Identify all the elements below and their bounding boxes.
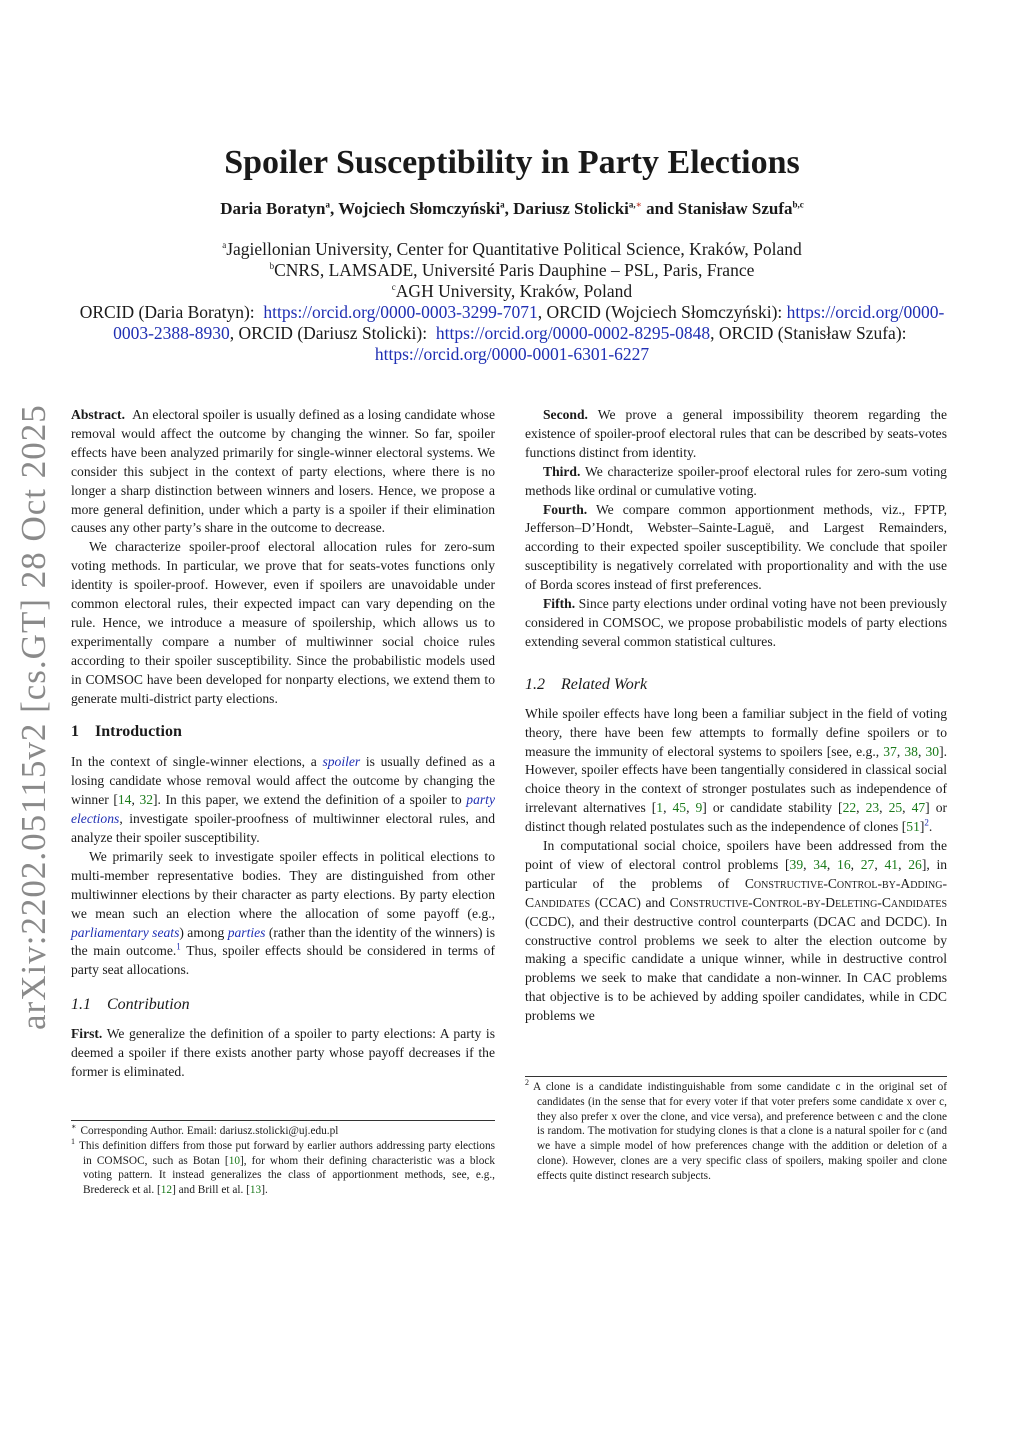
section-number: 1 bbox=[71, 722, 79, 740]
affil-mark: b bbox=[269, 261, 275, 272]
citation-link[interactable]: 14 bbox=[117, 792, 132, 808]
citation-link[interactable]: 22 bbox=[842, 800, 857, 816]
author-affil-mark-a: a, bbox=[628, 199, 636, 210]
affil-text: CNRS, LAMSADE, Université Paris Dauphine – PSL, Paris, France bbox=[274, 260, 755, 280]
run-in-label: Third. bbox=[543, 463, 581, 479]
body-paragraph: Third. We characterize spoiler-proof electoral rules for zero-sum voting methods like ordinal or cumulative voting. bbox=[525, 463, 947, 498]
term-link[interactable]: party elections bbox=[71, 792, 495, 827]
abstract-label: Abstract. bbox=[71, 407, 125, 422]
abstract-text: An electoral spoiler is usually defined as a losing candidate whose removal would affect the outcome by changing the winner. So far, spoiler effects have been analyzed primarily for single-winner electoral systems. We consider this subject in the context of party elections, where there is no longer a sharp distinction between winners and losers. Hence, we propose a more general definition, under which a party is a spoiler if their elimination causes any other party’s share in the outcome to decrease. bbox=[71, 407, 495, 536]
orcid-label: ORCID (Daria Boratyn): bbox=[79, 302, 255, 322]
term-link[interactable]: parliamentary seats bbox=[71, 924, 180, 940]
footnote-rule bbox=[71, 1120, 495, 1121]
citation-link[interactable]: 12 bbox=[160, 1184, 173, 1197]
author-list: Daria Boratyn$^a$, Wojciech Słomczyński$^a$, Dariusz Stolicki$^{a,∗}$ and Stanisław Szufa$^{b,c}$ bbox=[220, 199, 804, 218]
body-paragraph: While spoiler effects have long been a familiar subject in the field of voting theory, there have been few attempts to formally define spoilers or to measure the immunity of electoral systems to spoilers [see, e.g., 37, 38, 30]. However, spoiler effects have been tangentially considered in classical social choice theory in the context of stronger postulates such as independence of irrelevant alternatives [1, 45, 9] or candidate stability [22, 23, 25, 47] or distinct though related postulates such as the independence of clones $[51]^2$. bbox=[525, 705, 948, 835]
body-paragraph: Second. We prove a general impossibility theorem regarding the existence of spoiler-proof electoral rules that can be described by seats-votes functions distinct from identity. bbox=[525, 407, 947, 460]
citation-link[interactable]: 45 bbox=[672, 800, 687, 816]
subsection-number: 1.1 bbox=[71, 996, 91, 1014]
abstract-paragraph bbox=[71, 406, 495, 538]
term-link[interactable]: parties bbox=[227, 924, 266, 940]
affiliation-line bbox=[70, 239, 954, 260]
citation-link[interactable]: 51 bbox=[906, 819, 920, 835]
left-column bbox=[71, 406, 495, 1082]
author-affil-mark bbox=[629, 199, 642, 209]
affiliations bbox=[70, 239, 954, 365]
body-paragraph: Fifth. Since party elections under ordinal voting have not been previously considered in COMSOC, we propose probabilistic models of party elections extending several common statistical cultures. bbox=[525, 596, 948, 649]
citation-link[interactable]: 32 bbox=[139, 792, 154, 808]
citation-link[interactable]: 27 bbox=[860, 856, 875, 872]
author-name: Daria Boratyn bbox=[220, 199, 326, 218]
footnote-mark: 1 bbox=[71, 1137, 75, 1147]
subsection-number: 1.2 bbox=[525, 675, 545, 693]
section-title: Introduction bbox=[95, 722, 182, 740]
arxiv-stamp: arXiv:2202.05115v2 [cs.GT] 28 Oct 2025 bbox=[14, 404, 53, 1030]
author-affil-mark: b,c bbox=[792, 199, 804, 210]
orcid-link[interactable]: https://orcid.org/0000-0003-3299-7071 bbox=[263, 302, 538, 322]
paper-title: Spoiler Susceptibility in Party Elections bbox=[224, 144, 800, 181]
citation-link[interactable]: 37 bbox=[883, 743, 897, 759]
footnote-link[interactable]: 2 bbox=[924, 817, 929, 828]
orcid-link[interactable]: https://orcid.org/0000-0003-2388-8930 bbox=[113, 302, 945, 343]
footnotes-right bbox=[525, 1076, 947, 1184]
citation-link[interactable]: 26 bbox=[908, 856, 922, 872]
affil-mark: c bbox=[391, 282, 396, 293]
footnote-link[interactable]: 1 bbox=[176, 941, 181, 952]
abstract-paragraph: We characterize spoiler-proof electoral allocation rules for zero-sum voting methods. In particular, we prove that for seats-votes functions only identity is spoiler-proof. However, even if spoilers are unavoidable under common electoral rules, their expected impact can vary depending on the rule. Hence, we introduce a measure of spoilership, which allows us to experimentally compare a number of multiwinner social choice rules according to their spoiler susceptibility. Since the probabilistic models used in COMSOC have been developed for nonparty elections, we extend them to generate multi-district party elections. bbox=[71, 539, 495, 706]
citation-link[interactable]: 9 bbox=[695, 800, 703, 816]
subsection-title: Contribution bbox=[107, 996, 190, 1014]
orcid-link[interactable]: https://orcid.org/0000-0001-6301-6227 bbox=[374, 344, 650, 364]
footnote: ∗ Corresponding Author. Email: dariusz.stolicki@uj.edu.pl bbox=[71, 1122, 339, 1137]
author-affil-mark: a bbox=[500, 199, 505, 210]
citation-link[interactable]: 38 bbox=[904, 743, 918, 759]
citation-link[interactable]: 41 bbox=[884, 856, 899, 872]
footnote: $^2$ A clone is a candidate indistinguishable from some candidate c in the original set of candidates (in the sense that for every voter if that voter prefers some candidate x over c, they also prefer x over the clone, and vice versa), and preference between c and the clone is random. The motivation for studying clones is that a clone is a natural spoiler for c (and we have a simple model of how preferences change with the addition or deletion of a clone). However, clones are a very specific class of spoilers, making spoiler and clone effects quite distinct research subjects. bbox=[525, 1078, 947, 1182]
body-paragraph: Fourth. We compare common apportionment methods, viz., FPTP, Jefferson–D’Hondt, Webster–Sainte-Laguë, and Largest Remainders, according to their expected spoiler susceptibility. We conclude that spoiler susceptibility is negatively correlated with proportionality and with the use of Borda scores instead of first preferences. bbox=[525, 501, 948, 593]
author-affil-mark: a bbox=[325, 199, 330, 210]
body-paragraph: In the context of single-winner elections, a spoiler is usually defined as a losing candidate whose removal would affect the outcome by changing the winner [14, 32]. In this paper, we extend the definition of a spoiler to party elections, investigate spoiler-proofness of multiwinner electoral rules, and analyze their spoiler susceptibility. bbox=[71, 754, 495, 846]
section-heading bbox=[71, 723, 495, 742]
footnote: $^1$ This definition differs from those put forward by earlier authors addressing party elections in COMSOC, such as Botan [10], for whom their defining characteristic was a block voting pattern. It instead generalizes the class of apportionment methods, see, e.g., Bredereck et al. [12] and Brill et al. [13]. bbox=[71, 1137, 495, 1197]
run-in-label: Fourth. bbox=[543, 501, 588, 517]
citation-link[interactable]: 16 bbox=[837, 856, 851, 872]
citation-link[interactable]: 47 bbox=[911, 800, 926, 816]
body-paragraph: We primarily seek to investigate spoiler effects in political elections to multi-member representative bodies. They are distinguished from other multiwinner elections by their character as party elections. By party election we mean such an election where the allocation of some payoff (e.g., parliamentary seats) among parties (rather than the identity of the winners) is the main outcome.$^1$ Thus, spoiler effects should be considered in terms of party seat allocations. bbox=[71, 848, 495, 978]
author-and: and bbox=[646, 199, 674, 218]
problem-name: Constructive-Control-by-Adding-Candidates bbox=[525, 875, 947, 910]
citation-link[interactable]: 39 bbox=[789, 856, 804, 872]
affiliation-line bbox=[70, 281, 954, 302]
orcid-label: , ORCID (Wojciech Słomczyński): bbox=[537, 302, 783, 322]
orcid-label: , ORCID (Stanisław Szufa): bbox=[710, 323, 907, 343]
affiliation-line bbox=[70, 260, 954, 281]
citation-link[interactable]: 25 bbox=[888, 800, 903, 816]
citation-link[interactable]: 23 bbox=[865, 800, 880, 816]
citation-link[interactable]: 30 bbox=[925, 743, 940, 759]
footnote-mark: ∗ bbox=[71, 1122, 77, 1132]
right-column bbox=[525, 406, 947, 1026]
term-link[interactable]: spoiler bbox=[322, 754, 361, 770]
body-paragraph: First. We generalize the definition of a spoiler to party elections: A party is deemed a spoiler if there exists another party whose payoff decreases if the former is eliminated. bbox=[71, 1026, 495, 1079]
orcid-label: , ORCID (Dariusz Stolicki): bbox=[229, 323, 428, 343]
problem-name: Constructive-Control-by-Deleting-Candidates bbox=[669, 894, 947, 910]
citation-link[interactable]: 13 bbox=[249, 1184, 262, 1197]
author-name: Stanisław Szufa bbox=[677, 199, 793, 218]
orcid-block bbox=[70, 302, 954, 365]
run-in-label: Fifth. bbox=[543, 596, 576, 612]
run-in-label: First. bbox=[71, 1026, 103, 1042]
subsection-heading bbox=[71, 996, 495, 1015]
affil-mark: a bbox=[222, 240, 227, 251]
affil-text: AGH University, Kraków, Poland bbox=[395, 281, 633, 301]
affil-text: Jagiellonian University, Center for Quantitative Political Science, Kraków, Poland bbox=[226, 239, 802, 259]
subsection-heading bbox=[525, 676, 947, 695]
body-paragraph: In computational social choice, spoilers have been addressed from the point of view of electoral control problems [39, 34, 16, 27, 41, 26], in particular of the problems of Constructive-Control-by-Adding-Candidates (CCAC) and Constructive-Control-by-Deleting-Candidates (CCDC), and their destructive control counterparts (DCAC and DCDC). In constructive control problems we seek to alter the election outcome by making a specific candidate a unique winner, while in destructive control problems we seek to make that candidate a non-winner. In CAC problems that objective is to be achieved by adding spoiler candidates, while in CDC problems we bbox=[525, 838, 948, 1024]
footnotes-left bbox=[71, 1120, 495, 1198]
subsection-title: Related Work bbox=[561, 675, 648, 693]
citation-link[interactable]: 34 bbox=[813, 856, 827, 872]
citation-link[interactable]: 1 bbox=[656, 800, 664, 816]
corresponding-author-link[interactable]: ∗ bbox=[635, 199, 642, 210]
orcid-link[interactable]: https://orcid.org/0000-0002-8295-0848 bbox=[435, 323, 711, 343]
footnote-rule bbox=[525, 1076, 947, 1077]
citation-link[interactable]: 10 bbox=[228, 1154, 240, 1167]
footnote-mark: 2 bbox=[525, 1078, 529, 1088]
run-in-label: Second. bbox=[543, 407, 588, 422]
author-name: Wojciech Słomczyński bbox=[338, 199, 501, 218]
author-name: Dariusz Stolicki bbox=[513, 199, 629, 218]
